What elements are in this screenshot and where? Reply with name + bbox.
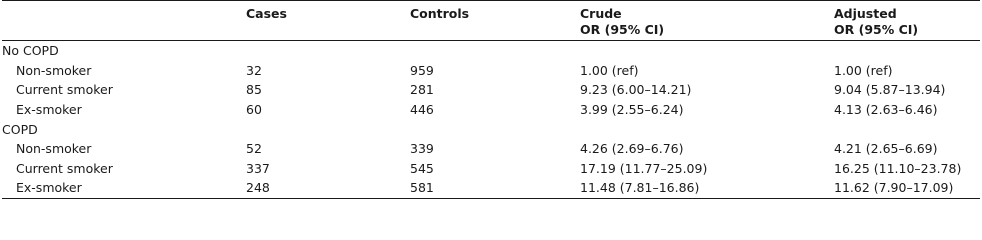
group-label: COPD xyxy=(2,121,38,137)
adjusted-or-value: 4.13 (2.63–6.46) xyxy=(834,102,938,118)
smoking-status: Ex-smoker xyxy=(2,178,246,198)
header-adjusted-line1: Adjusted xyxy=(834,1,980,22)
odds-ratio-table-container xyxy=(2,0,980,199)
header-empty-cell-4 xyxy=(410,21,580,41)
group-row-no-copd xyxy=(2,41,980,61)
adjusted-or-value: 11.62 (7.90–17.09) xyxy=(834,178,980,198)
crude-or-value: 1.00 (ref) xyxy=(580,62,639,78)
header-row-1 xyxy=(2,1,980,22)
cases-value: 52 xyxy=(246,141,262,157)
table-row xyxy=(2,159,980,179)
table-row xyxy=(2,178,980,198)
smoking-status: Current smoker xyxy=(16,82,113,98)
header-empty-cell-2 xyxy=(2,21,246,41)
smoking-status: Current smoker xyxy=(16,160,113,176)
smoking-status: Ex-smoker xyxy=(16,102,82,118)
header-cases: Cases xyxy=(246,1,410,22)
header-adjusted-line2: OR (95% CI) xyxy=(834,21,980,41)
adjusted-or-value: 4.21 (2.65–6.69) xyxy=(834,141,938,157)
crude-or-value: 4.26 (2.69–6.76) xyxy=(580,141,684,157)
cases-value: 85 xyxy=(246,82,262,98)
cases-value: 60 xyxy=(246,102,262,118)
cases-value: 32 xyxy=(246,62,262,78)
crude-or-value: 11.48 (7.81–16.86) xyxy=(580,178,834,198)
controls-value: 959 xyxy=(410,62,434,78)
header-crude-line1: Crude xyxy=(580,1,834,22)
smoking-status: Non-smoker xyxy=(16,62,92,78)
crude-or-value: 9.23 (6.00–14.21) xyxy=(580,82,692,98)
header-crude-line2: OR (95% CI) xyxy=(580,21,834,41)
table-row xyxy=(2,139,980,159)
crude-or-value: 17.19 (11.77–25.09) xyxy=(580,160,708,176)
crude-or-value: 3.99 (2.55–6.24) xyxy=(580,102,684,118)
cases-value: 337 xyxy=(246,160,270,176)
header-controls: Controls xyxy=(410,1,580,22)
controls-value: 281 xyxy=(410,82,434,98)
header-empty-cell xyxy=(2,1,246,22)
header-row-2 xyxy=(2,21,980,41)
table-row xyxy=(2,80,980,100)
table-row xyxy=(2,61,980,81)
adjusted-or-value: 9.04 (5.87–13.94) xyxy=(834,82,946,98)
header-empty-cell-3 xyxy=(246,21,410,41)
controls-value: 581 xyxy=(410,178,580,198)
cases-value: 248 xyxy=(246,178,410,198)
table-row xyxy=(2,100,980,120)
adjusted-or-value: 1.00 (ref) xyxy=(834,62,893,78)
controls-value: 446 xyxy=(410,102,434,118)
adjusted-or-value: 16.25 (11.10–23.78) xyxy=(834,160,962,176)
odds-ratio-table xyxy=(2,0,980,199)
group-label: No COPD xyxy=(2,43,59,59)
controls-value: 339 xyxy=(410,141,434,157)
group-row-copd xyxy=(2,119,980,139)
controls-value: 545 xyxy=(410,160,434,176)
smoking-status: Non-smoker xyxy=(16,141,92,157)
